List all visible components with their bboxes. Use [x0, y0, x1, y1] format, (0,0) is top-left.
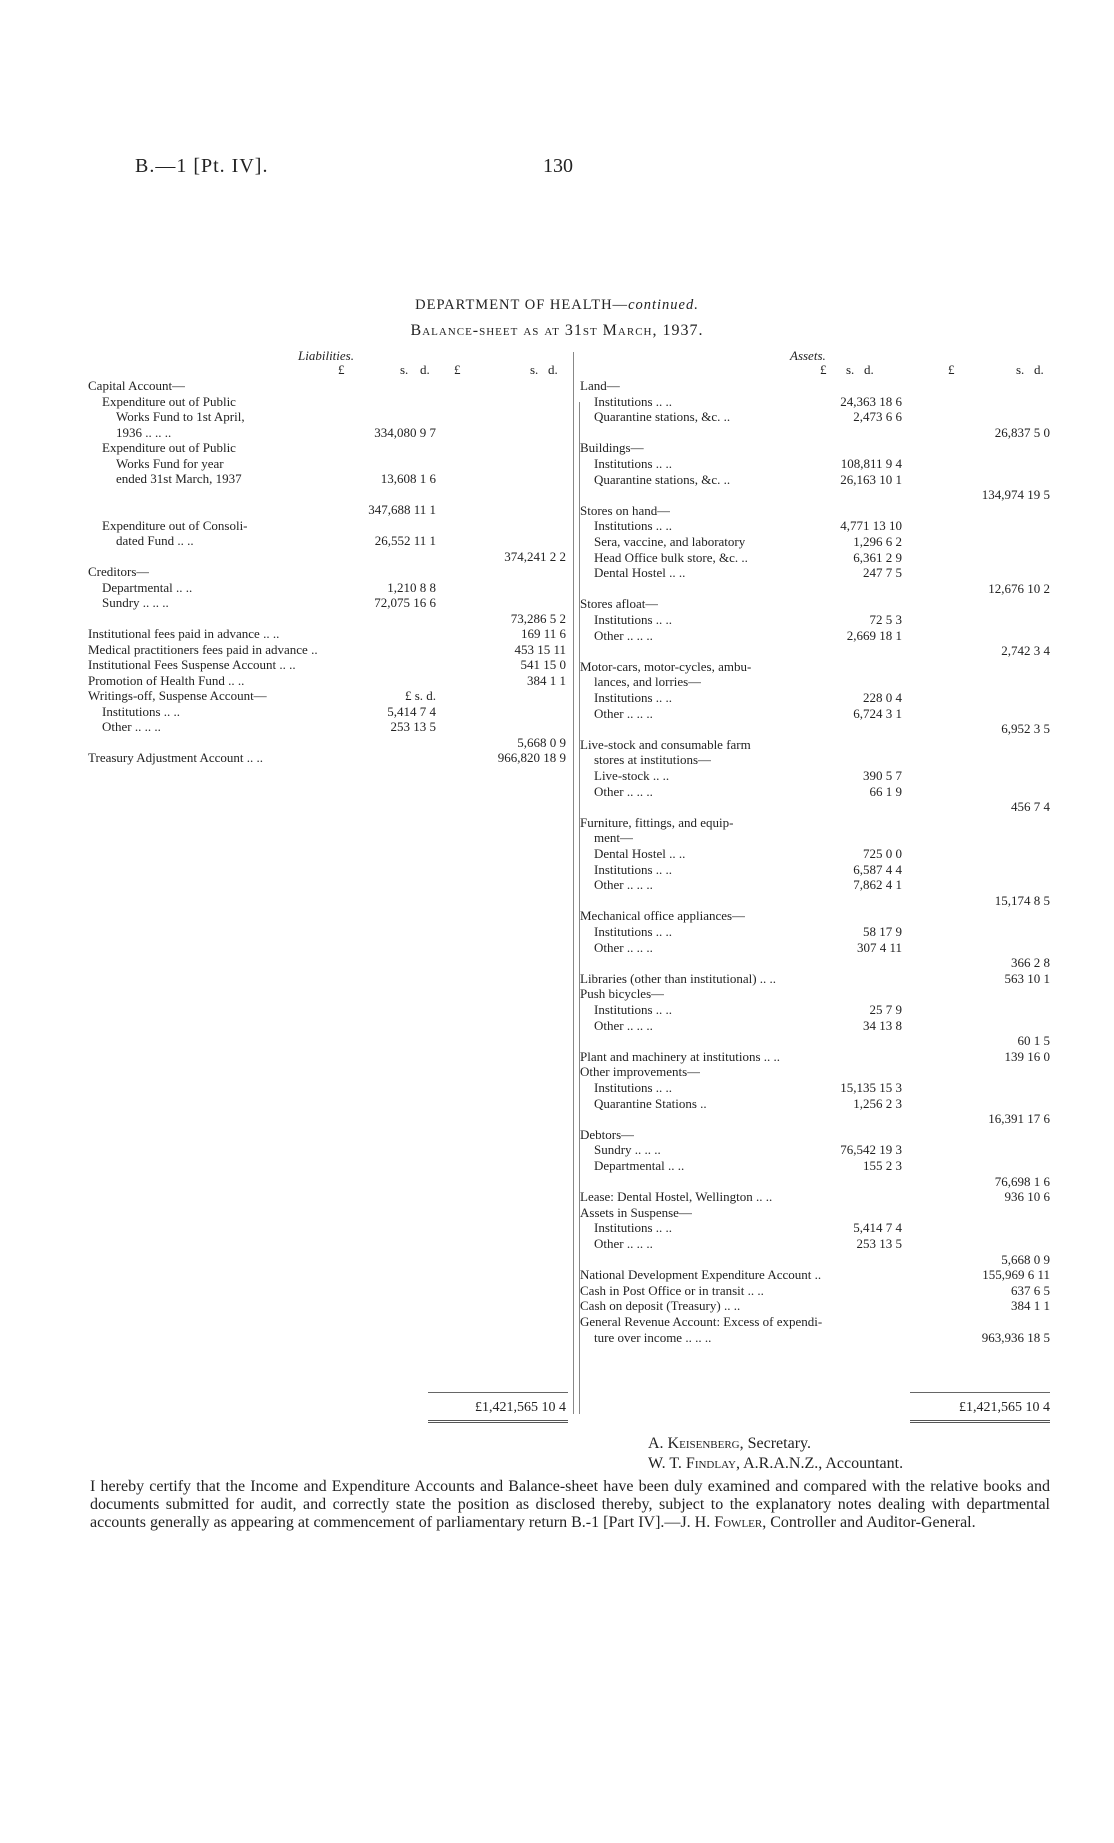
assets-inner-amount: 76,542 19 3: [840, 1142, 902, 1158]
assets-inner-amount: 108,811 9 4: [840, 456, 902, 471]
liab-colhead-a1: £: [338, 362, 345, 377]
audit-certificate: I hereby certify that the Income and Expenditure Accounts and Balance-sheet have been duly examined and compared with the relative books and documents submitted for audit, and correctly state the position as disclosed thereby, subject to the explanatory notes dealing with departmental accounts generally as appearing at commencement of parliamentary return B.-1 [Part IV].—J. H. Fowler, Controller and Auditor-General.: [90, 1478, 1050, 1531]
assets-inner-amount: 155 2 3: [863, 1158, 902, 1173]
liabilities-heading: Liabilities.: [298, 348, 354, 363]
assets-row-label: lances, and lorries—: [594, 674, 702, 690]
liabilities-row-label: dated Fund .. ..: [116, 533, 194, 548]
liabilities-total: £1,421,565 10 4: [475, 1400, 566, 1415]
assets-row-label: Other improvements—: [580, 1064, 701, 1080]
assets-row-label: Other .. .. ..: [594, 627, 653, 643]
assets-inner-amount: 253 13 5: [856, 1236, 902, 1251]
assets-row-label: ment—: [594, 830, 633, 846]
liabilities-inner-amount: 72,075 16 6: [374, 595, 436, 610]
assets-row-label: Plant and machinery at institutions .. ..: [580, 1048, 781, 1064]
assets-row-label: Dental Hostel .. ..: [594, 565, 686, 581]
assets-inner-amount: 1,296 6 2: [853, 534, 902, 549]
assets-row-label: Other .. .. ..: [594, 877, 653, 893]
assets-row-label: Libraries (other than institutional) .. ..: [580, 970, 777, 986]
assets-row-label: Other .. .. ..: [594, 783, 653, 799]
assets-row-label: Other .. .. ..: [594, 1236, 653, 1251]
liabilities-outer-amount: 453 15 11: [514, 641, 566, 657]
assets-colhead-b3: d.: [1034, 362, 1044, 377]
assets-inner-amount: 6,361 2 9: [853, 549, 902, 565]
assets-row-label: Quarantine stations, &c. ..: [594, 471, 731, 487]
assets-inner-amount: 66 1 9: [869, 783, 902, 799]
assets-row-label: Institutions .. ..: [594, 861, 673, 877]
assets-inner-amount: 26,163 10 1: [840, 471, 902, 487]
assets-outer-amount: 26,837 5 0: [994, 424, 1050, 440]
assets-row-label: Lease: Dental Hostel, Wellington .. ..: [580, 1189, 773, 1205]
liabilities-outer-amount: 374,241 2 2: [504, 548, 566, 564]
assets-row-label: Institutions .. ..: [594, 924, 673, 939]
assets-row-label: Live-stock .. ..: [594, 768, 670, 783]
liabilities-row-label: Expenditure out of Public: [102, 440, 236, 455]
balance-sheet-title: Balance-sheet as at 31st March, 1937.: [410, 322, 704, 339]
assets-row-label: Debtors—: [580, 1126, 635, 1142]
liabilities-inner-amount: 1,210 8 8: [387, 579, 436, 595]
liabilities-row-label: Capital Account—: [88, 378, 186, 393]
liabilities-outer-amount: 169 11 6: [520, 626, 566, 641]
assets-total-rule-bottom: [910, 1420, 1050, 1423]
assets-outer-amount: 134,974 19 5: [981, 487, 1050, 503]
assets-outer-amount: 139 16 0: [1004, 1048, 1050, 1064]
assets-row-label: Departmental .. ..: [594, 1158, 685, 1173]
liabilities-inner-amount: 5,414 7 4: [387, 703, 436, 719]
assets-row-label: Head Office bulk store, &c. ..: [594, 549, 748, 565]
assets-row-label: Sundry .. .. ..: [594, 1142, 661, 1158]
liabilities-outer-amount: 5,668 0 9: [517, 734, 566, 750]
assets-row-label: Assets in Suspense—: [580, 1204, 692, 1220]
liabilities-row-label: Expenditure out of Consoli-: [102, 517, 248, 533]
liabilities-row-label: ended 31st March, 1937: [116, 471, 242, 486]
liabilities-row-label: Institutional Fees Suspense Account .. ..: [88, 657, 296, 672]
liabilities-inner-amount: 26,552 11 1: [374, 533, 436, 548]
assets-row-label: Institutions .. ..: [594, 1080, 673, 1095]
assets-colhead-b2: s.: [1016, 362, 1025, 377]
assets-outer-amount: 456 7 4: [1011, 799, 1050, 815]
assets-outer-amount: 60 1 5: [1017, 1033, 1050, 1049]
liab-total-rule-bottom: [428, 1420, 568, 1423]
page-number: 130: [543, 155, 573, 177]
assets-row-label: General Revenue Account: Excess of expendi-: [580, 1314, 823, 1329]
liab-colhead-b1: £: [454, 362, 461, 377]
assets-outer-amount: 637 6 5: [1011, 1282, 1050, 1298]
assets-total: £1,421,565 10 4: [959, 1400, 1050, 1415]
liabilities-row-label: Sundry .. .. ..: [102, 595, 169, 610]
assets-outer-amount: 6,952 3 5: [1001, 721, 1050, 737]
assets-row-label: Stores afloat—: [580, 596, 659, 612]
assets-inner-amount: 25 7 9: [869, 1002, 902, 1017]
assets-inner-amount: 5,414 7 4: [853, 1220, 902, 1236]
liabilities-row-label: Other .. .. ..: [102, 719, 161, 734]
liabilities-inner-amount: 347,688 11 1: [368, 502, 436, 517]
assets-outer-amount: 76,698 1 6: [994, 1173, 1050, 1189]
assets-outer-amount: 155,969 6 11: [982, 1267, 1050, 1283]
assets-colhead-b1: £: [948, 362, 955, 377]
liabilities-outer-amount: 966,820 18 9: [497, 750, 566, 765]
liabilities-row-label: Works Fund to 1st April,: [116, 409, 245, 424]
assets-colhead-a1: £: [820, 362, 827, 377]
assets-outer-amount: 384 1 1: [1011, 1298, 1050, 1314]
page-reference: B.—1 [Pt. IV].: [135, 155, 269, 177]
assets-row-label: Institutions .. ..: [594, 456, 673, 471]
liabilities-inner-amount: £ s. d.: [404, 688, 436, 703]
department-title: DEPARTMENT OF HEALTH—continued.: [415, 297, 699, 313]
liabilities-row-label: 1936 .. .. ..: [116, 424, 172, 440]
assets-inner-amount: 15,135 15 3: [840, 1080, 902, 1095]
assets-outer-amount: 963,936 18 5: [981, 1329, 1050, 1345]
liabilities-inner-amount: 334,080 9 7: [374, 424, 436, 440]
assets-row-label: Other .. .. ..: [594, 939, 653, 955]
assets-row-label: Land—: [580, 378, 620, 393]
assets-inner-amount: 2,669 18 1: [846, 627, 902, 643]
liabilities-row-label: Expenditure out of Public: [102, 393, 236, 409]
assets-row-label: Cash on deposit (Treasury) .. ..: [580, 1298, 741, 1314]
assets-inner-amount: 72 5 3: [869, 612, 902, 627]
assets-row-label: Quarantine stations, &c. ..: [594, 409, 731, 425]
assets-inner-amount: 58 17 9: [863, 924, 902, 939]
liabilities-outer-amount: 541 15 0: [520, 657, 566, 672]
assets-row-label: Institutions .. ..: [594, 1002, 673, 1017]
assets-row-label: Institutions .. ..: [594, 1220, 673, 1236]
balance-sheet: [88, 348, 1052, 1432]
liabilities-outer-amount: 73,286 5 2: [510, 610, 566, 626]
assets-row-label: Buildings—: [580, 440, 644, 456]
assets-colhead-a3: d.: [864, 362, 874, 377]
assets-inner-amount: 34 13 8: [863, 1017, 902, 1033]
secretary-signature: A. Keisenberg, Secretary.: [648, 1435, 811, 1452]
assets-row-label: Furniture, fittings, and equip-: [580, 814, 734, 830]
assets-row-label: Institutions .. ..: [594, 690, 673, 705]
liabilities-row-label: Treasury Adjustment Account .. ..: [88, 750, 264, 765]
assets-colhead-a2: s.: [846, 362, 855, 377]
assets-outer-amount: 5,668 0 9: [1001, 1251, 1050, 1267]
assets-inner-amount: 6,587 4 4: [853, 861, 902, 877]
assets-inner-amount: 2,473 6 6: [853, 409, 902, 425]
liabilities-row-label: Works Fund for year: [116, 455, 224, 471]
assets-inner-amount: 4,771 13 10: [840, 518, 902, 534]
liab-colhead-a2: s.: [400, 362, 409, 377]
assets-row-label: ture over income .. .. ..: [594, 1329, 712, 1345]
assets-inner-amount: 247 7 5: [863, 565, 902, 581]
assets-row-label: Push bicycles—: [580, 986, 665, 1002]
assets-inner-amount: 307 4 11: [856, 939, 902, 955]
liabilities-row-label: Medical practitioners fees paid in advance ..: [88, 641, 318, 657]
liabilities-row-label: Institutional fees paid in advance .. ..: [88, 626, 280, 641]
assets-outer-amount: 563 10 1: [1004, 970, 1050, 986]
liabilities-row-label: Promotion of Health Fund .. ..: [88, 672, 245, 688]
liab-colhead-b2: s.: [530, 362, 539, 377]
liab-total-rule-top: [428, 1392, 568, 1393]
assets-inner-amount: 390 5 7: [863, 768, 902, 783]
assets-inner-amount: 228 0 4: [863, 690, 902, 705]
assets-outer-amount: 936 10 6: [1004, 1189, 1050, 1205]
assets-row-label: Stores on hand—: [580, 502, 671, 518]
assets-outer-amount: 2,742 3 4: [1001, 643, 1050, 659]
center-divider: [573, 352, 574, 1414]
assets-row-label: stores at institutions—: [594, 752, 711, 768]
assets-row-label: Live-stock and consumable farm: [580, 736, 751, 752]
assets-row-label: Quarantine Stations ..: [594, 1095, 707, 1111]
assets-inner-amount: 6,724 3 1: [853, 705, 902, 721]
assets-inner-amount: 1,256 2 3: [853, 1095, 902, 1111]
assets-outer-amount: 15,174 8 5: [994, 892, 1050, 908]
assets-row-label: Institutions .. ..: [594, 612, 673, 627]
liab-colhead-a3: d.: [420, 362, 430, 377]
assets-row-label: Other .. .. ..: [594, 1017, 653, 1033]
liabilities-inner-amount: 253 13 5: [390, 719, 436, 734]
liabilities-row-label: Creditors—: [88, 564, 150, 579]
liab-colhead-b3: d.: [548, 362, 558, 377]
liabilities-inner-amount: 13,608 1 6: [380, 471, 436, 486]
assets-outer-amount: 12,676 10 2: [988, 580, 1050, 596]
assets-row-label: Cash in Post Office or in transit .. ..: [580, 1282, 764, 1298]
assets-row-label: Other .. .. ..: [594, 705, 653, 721]
liabilities-row-label: Writings-off, Suspense Account—: [88, 688, 267, 703]
assets-total-rule-top: [910, 1392, 1050, 1393]
assets-row-label: Institutions .. ..: [594, 518, 673, 534]
liabilities-row-label: Departmental .. ..: [102, 579, 193, 595]
assets-inner-amount: 7,862 4 1: [853, 877, 902, 893]
assets-row-label: Institutions .. ..: [594, 393, 673, 409]
assets-row-label: Dental Hostel .. ..: [594, 846, 686, 861]
assets-outer-amount: 366 2 8: [1011, 955, 1050, 971]
assets-row-label: Sera, vaccine, and laboratory: [594, 534, 746, 549]
assets-heading: Assets.: [790, 348, 826, 363]
assets-inner-amount: 24,363 18 6: [840, 393, 902, 409]
assets-outer-amount: 16,391 17 6: [988, 1111, 1050, 1127]
liabilities-outer-amount: 384 1 1: [527, 672, 566, 688]
assets-inner-amount: 725 0 0: [863, 846, 902, 861]
assets-row-label: Motor-cars, motor-cycles, ambu-: [580, 658, 752, 674]
assets-row-label: Mechanical office appliances—: [580, 908, 746, 924]
liabilities-row-label: Institutions .. ..: [102, 703, 181, 719]
assets-row-label: National Development Expenditure Account ..: [580, 1267, 822, 1283]
accountant-signature: W. T. Findlay, A.R.A.N.Z., Accountant.: [648, 1455, 904, 1472]
